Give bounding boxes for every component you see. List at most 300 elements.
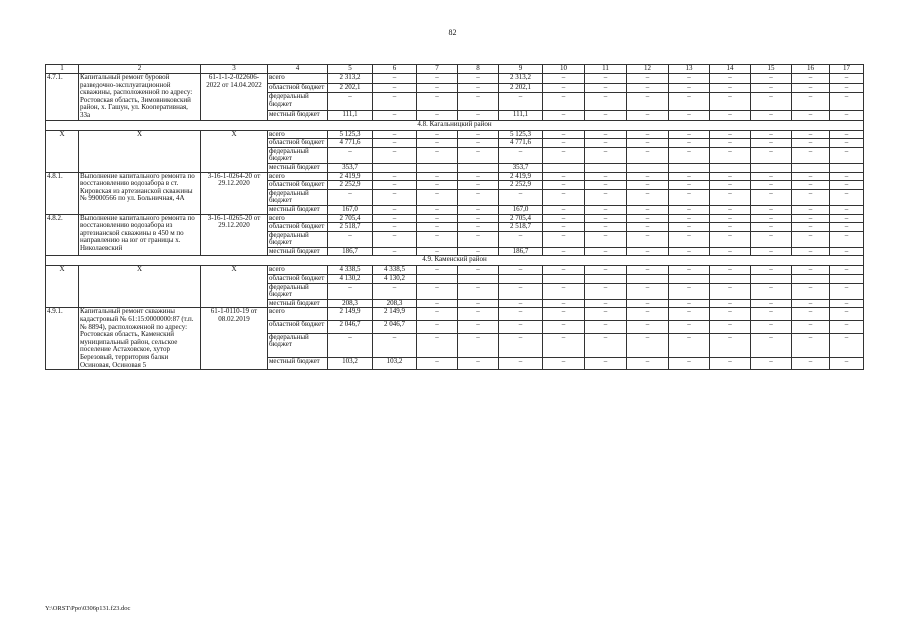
value-cell: –	[543, 299, 585, 308]
value-cell: –	[669, 147, 710, 163]
value-cell: –	[792, 189, 830, 205]
value-cell: –	[627, 111, 669, 121]
value-cell	[627, 275, 669, 284]
value-cell: –	[830, 189, 864, 205]
value-cell	[585, 275, 627, 284]
value-cell: –	[669, 93, 710, 111]
value-cell: –	[669, 130, 710, 139]
value-cell: –	[751, 130, 792, 139]
value-cell	[830, 275, 864, 284]
value-cell: –	[751, 357, 792, 370]
value-cell: –	[458, 308, 499, 321]
value-cell: –	[585, 214, 627, 223]
value-cell: –	[751, 333, 792, 357]
value-cell: –	[585, 74, 627, 84]
value-cell: –	[373, 139, 417, 148]
value-cell: –	[751, 214, 792, 223]
value-cell: –	[458, 139, 499, 148]
value-cell	[417, 163, 458, 172]
value-cell: –	[627, 214, 669, 223]
funding-source: местный бюджет	[268, 111, 328, 121]
value-cell: –	[328, 93, 373, 111]
value-cell: –	[373, 214, 417, 223]
value-cell: –	[499, 299, 543, 308]
value-cell: –	[585, 357, 627, 370]
value-cell: –	[627, 189, 669, 205]
value-cell: –	[792, 299, 830, 308]
value-cell: –	[417, 147, 458, 163]
value-cell: –	[710, 308, 751, 321]
value-cell: –	[417, 321, 458, 334]
value-cell	[543, 275, 585, 284]
column-header: 1	[46, 65, 79, 74]
value-cell: –	[458, 181, 499, 190]
value-cell: –	[458, 299, 499, 308]
value-cell: –	[585, 223, 627, 232]
value-cell: –	[458, 147, 499, 163]
value-cell: –	[458, 172, 499, 181]
value-cell: –	[417, 223, 458, 232]
value-cell: –	[751, 83, 792, 93]
value-cell: 4 338,5	[328, 266, 373, 275]
table-row	[46, 308, 864, 321]
value-cell: 2 149,9	[328, 308, 373, 321]
value-cell: –	[585, 172, 627, 181]
value-cell: –	[669, 308, 710, 321]
value-cell: –	[417, 181, 458, 190]
value-cell: –	[585, 308, 627, 321]
column-header: 7	[417, 65, 458, 74]
funding-source: всего	[268, 74, 328, 84]
value-cell: –	[751, 147, 792, 163]
value-cell: –	[710, 189, 751, 205]
value-cell: 4 771,6	[499, 139, 543, 148]
value-cell: –	[669, 266, 710, 275]
value-cell: –	[458, 231, 499, 247]
funding-source: областной бюджет	[268, 181, 328, 190]
item-document: 3-16-1-0264-20 от 29.12.2020	[201, 172, 268, 214]
value-cell: –	[669, 83, 710, 93]
value-cell: 2 518,7	[328, 223, 373, 232]
value-cell: –	[585, 139, 627, 148]
value-cell: –	[830, 247, 864, 256]
value-cell: 167,0	[499, 205, 543, 214]
value-cell: –	[458, 205, 499, 214]
funding-source: федеральный бюджет	[268, 231, 328, 247]
funding-source: всего	[268, 308, 328, 321]
value-cell: 2 252,9	[499, 181, 543, 190]
value-cell: 2 252,9	[328, 181, 373, 190]
value-cell: –	[585, 93, 627, 111]
value-cell: –	[417, 74, 458, 84]
item-document: Х	[201, 130, 268, 172]
value-cell: –	[710, 111, 751, 121]
value-cell: –	[830, 308, 864, 321]
value-cell: –	[543, 283, 585, 299]
value-cell: –	[627, 172, 669, 181]
value-cell: –	[373, 333, 417, 357]
item-number: Х	[46, 130, 79, 172]
value-cell: –	[585, 147, 627, 163]
value-cell: –	[585, 130, 627, 139]
value-cell	[458, 275, 499, 284]
value-cell: –	[373, 247, 417, 256]
value-cell: 2 313,2	[328, 74, 373, 84]
item-name: Выполнение капитального ремонта по восстановлению водозабора в ст. Кировская из артезианской скважины № 99000566 по ул. Больничная, 4А	[79, 172, 201, 214]
value-cell: –	[792, 266, 830, 275]
value-cell: –	[710, 283, 751, 299]
funding-source: всего	[268, 130, 328, 139]
value-cell: 2 705,4	[328, 214, 373, 223]
value-cell	[627, 163, 669, 172]
value-cell: –	[373, 147, 417, 163]
value-cell: –	[627, 247, 669, 256]
value-cell: –	[751, 266, 792, 275]
value-cell: 2 419,9	[328, 172, 373, 181]
value-cell: –	[669, 357, 710, 370]
value-cell: –	[543, 83, 585, 93]
value-cell: –	[585, 111, 627, 121]
value-cell: –	[830, 111, 864, 121]
value-cell: –	[830, 321, 864, 334]
value-cell: –	[751, 93, 792, 111]
value-cell: –	[627, 139, 669, 148]
value-cell: –	[543, 205, 585, 214]
value-cell: 4 130,2	[328, 275, 373, 284]
value-cell: –	[710, 181, 751, 190]
value-cell	[669, 275, 710, 284]
value-cell: –	[792, 83, 830, 93]
value-cell: –	[710, 74, 751, 84]
value-cell: –	[417, 172, 458, 181]
column-header: 9	[499, 65, 543, 74]
value-cell: –	[627, 299, 669, 308]
item-name: Капитальный ремонт буровой разведочно-эксплуатационной скважины, расположенной по адресу: Ростовская область, Зимовниковский район, х. Гашун, ул. Кооперативная, 33а	[79, 74, 201, 121]
funding-source: местный бюджет	[268, 357, 328, 370]
value-cell: –	[830, 205, 864, 214]
value-cell: –	[417, 333, 458, 357]
value-cell: –	[585, 283, 627, 299]
value-cell: 5 125,3	[499, 130, 543, 139]
value-cell	[543, 163, 585, 172]
value-cell: –	[830, 172, 864, 181]
value-cell: –	[710, 139, 751, 148]
value-cell: –	[627, 308, 669, 321]
value-cell: –	[669, 139, 710, 148]
value-cell: –	[458, 223, 499, 232]
value-cell: –	[328, 283, 373, 299]
value-cell: –	[751, 223, 792, 232]
value-cell: –	[458, 321, 499, 334]
value-cell: –	[627, 223, 669, 232]
value-cell: –	[543, 74, 585, 84]
value-cell: –	[499, 308, 543, 321]
value-cell: –	[710, 130, 751, 139]
value-cell	[792, 163, 830, 172]
item-number: 4.7.1.	[46, 74, 79, 121]
funding-source: всего	[268, 266, 328, 275]
column-header: 15	[751, 65, 792, 74]
value-cell: –	[830, 93, 864, 111]
value-cell: –	[751, 172, 792, 181]
value-cell: –	[543, 333, 585, 357]
value-cell: –	[417, 130, 458, 139]
value-cell: –	[373, 231, 417, 247]
column-header: 10	[543, 65, 585, 74]
item-document: 61-1-1-2-022606-2022 от 14.04.2022	[201, 74, 268, 121]
funding-source: местный бюджет	[268, 205, 328, 214]
value-cell: –	[417, 214, 458, 223]
value-cell	[830, 163, 864, 172]
value-cell: –	[830, 130, 864, 139]
value-cell: 103,2	[373, 357, 417, 370]
value-cell: –	[585, 83, 627, 93]
value-cell: –	[792, 283, 830, 299]
value-cell: 2 419,9	[499, 172, 543, 181]
value-cell: –	[669, 283, 710, 299]
funding-source: федеральный бюджет	[268, 333, 328, 357]
value-cell: –	[373, 130, 417, 139]
value-cell: –	[792, 93, 830, 111]
value-cell: –	[792, 147, 830, 163]
item-name: Капитальный ремонт скважины кадастровый № 61:15:0000000:87 (т.п. № 8894), расположенной по адресу: Ростовская область, Каменский муниципальный район, сельское поселение Астаховское, хутор Березовый, территория балки Осиновая, Осиновая 5	[79, 308, 201, 370]
value-cell: 111,1	[328, 111, 373, 121]
value-cell: –	[830, 266, 864, 275]
value-cell: –	[710, 205, 751, 214]
value-cell: –	[585, 299, 627, 308]
value-cell: –	[417, 111, 458, 121]
value-cell: –	[751, 299, 792, 308]
value-cell: –	[543, 189, 585, 205]
value-cell: –	[792, 223, 830, 232]
value-cell: –	[543, 147, 585, 163]
value-cell	[373, 163, 417, 172]
value-cell: –	[585, 189, 627, 205]
value-cell	[751, 163, 792, 172]
column-header: 8	[458, 65, 499, 74]
value-cell: –	[543, 130, 585, 139]
value-cell	[751, 275, 792, 284]
value-cell: –	[669, 111, 710, 121]
value-cell: –	[328, 231, 373, 247]
value-cell: –	[458, 266, 499, 275]
funding-source: местный бюджет	[268, 247, 328, 256]
value-cell: –	[458, 130, 499, 139]
value-cell	[499, 275, 543, 284]
value-cell: 111,1	[499, 111, 543, 121]
value-cell: –	[710, 321, 751, 334]
value-cell: –	[328, 189, 373, 205]
value-cell: –	[830, 83, 864, 93]
value-cell: –	[792, 214, 830, 223]
value-cell: –	[669, 214, 710, 223]
value-cell: –	[792, 333, 830, 357]
value-cell: –	[627, 333, 669, 357]
value-cell: 2 518,7	[499, 223, 543, 232]
value-cell: –	[669, 321, 710, 334]
value-cell: 2 046,7	[373, 321, 417, 334]
funding-source: федеральный бюджет	[268, 93, 328, 111]
value-cell: –	[499, 333, 543, 357]
page-number: 82	[448, 28, 457, 37]
funding-source: федеральный бюджет	[268, 147, 328, 163]
value-cell: –	[792, 247, 830, 256]
value-cell: –	[830, 74, 864, 84]
value-cell: –	[792, 308, 830, 321]
item-name: Х	[79, 266, 201, 308]
value-cell: –	[458, 247, 499, 256]
value-cell: –	[458, 111, 499, 121]
value-cell: –	[543, 321, 585, 334]
value-cell: –	[543, 181, 585, 190]
item-number: 4.9.1.	[46, 308, 79, 370]
value-cell: –	[417, 205, 458, 214]
value-cell: –	[710, 214, 751, 223]
value-cell: –	[710, 172, 751, 181]
table-row	[46, 214, 864, 223]
value-cell: –	[499, 321, 543, 334]
funding-source: областной бюджет	[268, 139, 328, 148]
section-row	[46, 256, 864, 266]
funding-source: областной бюджет	[268, 321, 328, 334]
value-cell: –	[830, 214, 864, 223]
budget-table	[45, 64, 864, 370]
value-cell: –	[669, 205, 710, 214]
value-cell: –	[627, 205, 669, 214]
value-cell: –	[751, 321, 792, 334]
value-cell: –	[710, 247, 751, 256]
value-cell: –	[417, 93, 458, 111]
column-header: 4	[268, 65, 328, 74]
value-cell: –	[710, 299, 751, 308]
value-cell: –	[458, 333, 499, 357]
value-cell: –	[751, 181, 792, 190]
value-cell: –	[751, 308, 792, 321]
column-header: 6	[373, 65, 417, 74]
value-cell: –	[710, 147, 751, 163]
item-name: Выполнение капитального ремонта по восстановлению водозабора из артезианской скважины в 450 м по направлению на юг от границы х. Николаевский	[79, 214, 201, 256]
value-cell: –	[499, 147, 543, 163]
funding-source: федеральный бюджет	[268, 189, 328, 205]
value-cell: –	[710, 93, 751, 111]
value-cell: –	[627, 231, 669, 247]
value-cell: 186,7	[328, 247, 373, 256]
column-header: 12	[627, 65, 669, 74]
value-cell: –	[792, 357, 830, 370]
section-row	[46, 120, 864, 130]
value-cell: 4 130,2	[373, 275, 417, 284]
item-name: Х	[79, 130, 201, 172]
value-cell	[710, 163, 751, 172]
value-cell: –	[543, 139, 585, 148]
value-cell: –	[627, 181, 669, 190]
value-cell: –	[710, 333, 751, 357]
section-title: 4.8. Кагальницкий район	[46, 120, 864, 130]
item-number: 4.8.2.	[46, 214, 79, 256]
value-cell: 208,3	[373, 299, 417, 308]
value-cell: 2 149,9	[373, 308, 417, 321]
value-cell: –	[499, 93, 543, 111]
value-cell: –	[417, 299, 458, 308]
value-cell: –	[417, 283, 458, 299]
value-cell: –	[543, 308, 585, 321]
table-row	[46, 74, 864, 84]
value-cell: –	[627, 357, 669, 370]
value-cell: –	[669, 299, 710, 308]
value-cell: –	[751, 283, 792, 299]
value-cell: –	[830, 223, 864, 232]
value-cell: –	[585, 321, 627, 334]
funding-source: всего	[268, 214, 328, 223]
value-cell: 2 202,1	[499, 83, 543, 93]
column-header: 3	[201, 65, 268, 74]
value-cell: –	[627, 321, 669, 334]
item-document: 61-1-0110-19 от 08.02.2019	[201, 308, 268, 370]
value-cell: –	[458, 83, 499, 93]
column-number-row	[46, 65, 864, 74]
value-cell: –	[710, 223, 751, 232]
value-cell: –	[417, 189, 458, 205]
value-cell: –	[792, 172, 830, 181]
value-cell	[669, 163, 710, 172]
value-cell: –	[543, 172, 585, 181]
column-header: 14	[710, 65, 751, 74]
column-header: 13	[669, 65, 710, 74]
value-cell: –	[751, 111, 792, 121]
value-cell: –	[585, 333, 627, 357]
value-cell: –	[417, 139, 458, 148]
value-cell: –	[710, 266, 751, 275]
value-cell: –	[830, 333, 864, 357]
value-cell: –	[710, 83, 751, 93]
item-number: Х	[46, 266, 79, 308]
value-cell: –	[543, 247, 585, 256]
value-cell: –	[751, 205, 792, 214]
value-cell	[710, 275, 751, 284]
value-cell: –	[830, 357, 864, 370]
funding-source: местный бюджет	[268, 163, 328, 172]
column-header: 2	[79, 65, 201, 74]
value-cell	[792, 275, 830, 284]
table-row	[46, 130, 864, 139]
value-cell: –	[585, 205, 627, 214]
column-header: 5	[328, 65, 373, 74]
column-header: 11	[585, 65, 627, 74]
value-cell: –	[373, 223, 417, 232]
value-cell: –	[585, 247, 627, 256]
value-cell: –	[669, 231, 710, 247]
item-number: 4.8.1.	[46, 172, 79, 214]
value-cell: –	[458, 357, 499, 370]
value-cell: –	[585, 181, 627, 190]
value-cell: –	[669, 223, 710, 232]
value-cell: –	[627, 147, 669, 163]
value-cell	[417, 275, 458, 284]
column-header: 16	[792, 65, 830, 74]
value-cell: –	[627, 283, 669, 299]
value-cell: –	[792, 231, 830, 247]
funding-source: местный бюджет	[268, 299, 328, 308]
item-document: Х	[201, 266, 268, 308]
value-cell: –	[417, 357, 458, 370]
value-cell: –	[499, 266, 543, 275]
column-header: 17	[830, 65, 864, 74]
value-cell: –	[458, 214, 499, 223]
value-cell: –	[458, 189, 499, 205]
value-cell: 103,2	[328, 357, 373, 370]
value-cell: –	[792, 321, 830, 334]
value-cell: –	[792, 130, 830, 139]
